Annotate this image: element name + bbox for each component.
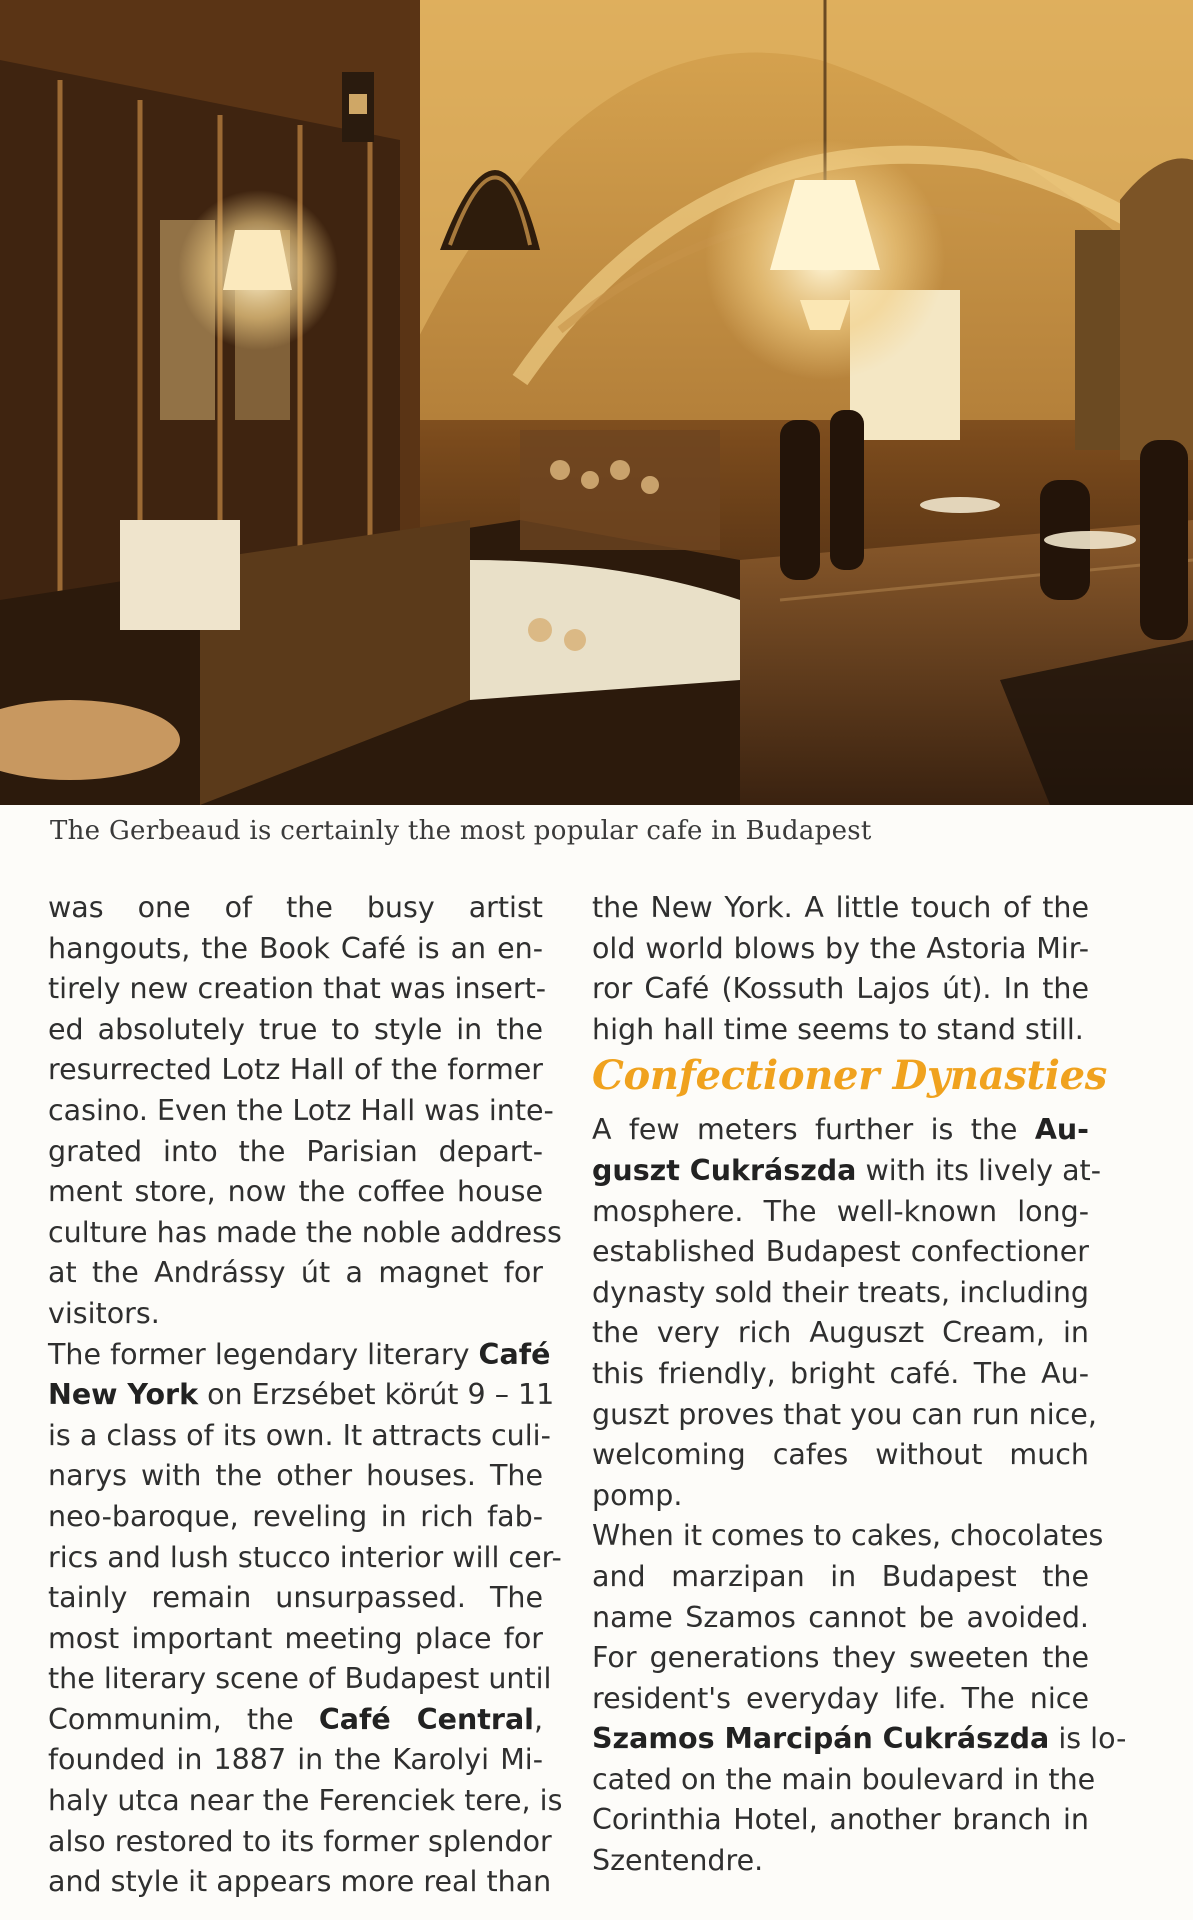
text-line: this friendly, bright café. The Au-	[592, 1356, 1089, 1390]
photo-caption: The Gerbeaud is certainly the most popular cafe in Budapest	[50, 816, 872, 846]
left-text-column	[48, 888, 563, 1903]
text-line: tainly remain unsurpassed. The	[48, 1581, 543, 1615]
text-line: established Budapest confectioner	[592, 1235, 1089, 1269]
text-line: high hall time seems to stand still.	[592, 1012, 1084, 1046]
text-line: guszt proves that you can run nice,	[592, 1397, 1097, 1431]
text-line: ed absolutely true to style in the	[48, 1012, 543, 1046]
text-line: Szentendre.	[592, 1844, 764, 1878]
text-line: Szamos Marcipán Cukrászda is lo-	[592, 1722, 1127, 1756]
text-line: For generations they sweeten the	[592, 1641, 1089, 1675]
bold-name: Szamos Marcipán Cukrászda	[592, 1722, 1050, 1756]
text-line: resurrected Lotz Hall of the former	[48, 1053, 543, 1087]
text-line: and style it appears more real than	[48, 1865, 552, 1899]
section-heading: Confectioner Dynasties	[592, 1052, 1107, 1100]
text-line: New York on Erzsébet körút 9 – 11	[48, 1378, 555, 1412]
text-line: resident's everyday life. The nice	[592, 1681, 1089, 1715]
text-line: guszt Cukrászda with its lively at-	[592, 1153, 1102, 1187]
text-line: old world blows by the Astoria Mir-	[592, 931, 1089, 965]
text-line: most important meeting place for	[48, 1621, 543, 1655]
bold-name: Café Central	[318, 1702, 534, 1736]
text-line: casino. Even the Lotz Hall was inte-	[48, 1093, 554, 1127]
text-line: also restored to its former splendor	[48, 1824, 552, 1858]
text-line: neo-baroque, reveling in rich fab-	[48, 1499, 543, 1533]
text-line: rics and lush stucco interior will cer-	[48, 1540, 562, 1574]
cafe-interior-photo	[0, 0, 1193, 805]
text-line: name Szamos cannot be avoided.	[592, 1600, 1089, 1634]
text-line: and marzipan in Budapest the	[592, 1559, 1089, 1593]
text-line: the New York. A little touch of the	[592, 891, 1089, 924]
text-line: the very rich Auguszt Cream, in	[592, 1316, 1089, 1350]
text-line: was one of the busy artist	[48, 891, 543, 924]
text-line: visitors.	[48, 1296, 160, 1330]
text-line: A few meters further is the Au-	[592, 1113, 1089, 1147]
text-line: is a class of its own. It attracts culi-	[48, 1418, 551, 1452]
text-line: at the Andrássy út a magnet for	[48, 1256, 543, 1290]
text-line: tirely new creation that was insert-	[48, 972, 547, 1006]
text-line: Communim, the Café Central,	[48, 1702, 544, 1736]
text-line: ror Café (Kossuth Lajos út). In the	[592, 972, 1089, 1006]
right-text-column	[592, 888, 1127, 1882]
text-line: welcoming cafes without much	[592, 1438, 1089, 1472]
text-line: Corinthia Hotel, another branch in	[592, 1803, 1089, 1837]
text-line: haly utca near the Ferenciek tere, is	[48, 1784, 563, 1818]
right-column-intro	[592, 888, 1089, 1050]
text-line: ment store, now the coffee house	[48, 1175, 543, 1209]
text-line: When it comes to cakes, chocolates	[592, 1519, 1104, 1553]
text-line: the literary scene of Budapest until	[48, 1662, 552, 1696]
bold-name: guszt Cukrászda	[592, 1153, 857, 1187]
text-line: The former legendary literary Café	[48, 1337, 551, 1371]
text-line: grated into the Parisian depart-	[48, 1134, 543, 1168]
text-line: pomp.	[592, 1478, 683, 1512]
text-line: mosphere. The well-known long-	[592, 1194, 1089, 1228]
right-column-body	[592, 1110, 1127, 1881]
bold-name: Au-	[1034, 1113, 1089, 1147]
text-line: hangouts, the Book Café is an en-	[48, 931, 543, 965]
text-line: culture has made the noble address	[48, 1215, 562, 1249]
text-line: narys with the other houses. The	[48, 1459, 543, 1493]
text-line: cated on the main boulevard in the	[592, 1762, 1096, 1796]
bold-name: Café	[478, 1337, 551, 1371]
bold-name: New York	[48, 1378, 199, 1412]
text-line: dynasty sold their treats, including	[592, 1275, 1089, 1309]
text-line: founded in 1887 in the Karolyi Mi-	[48, 1743, 543, 1777]
